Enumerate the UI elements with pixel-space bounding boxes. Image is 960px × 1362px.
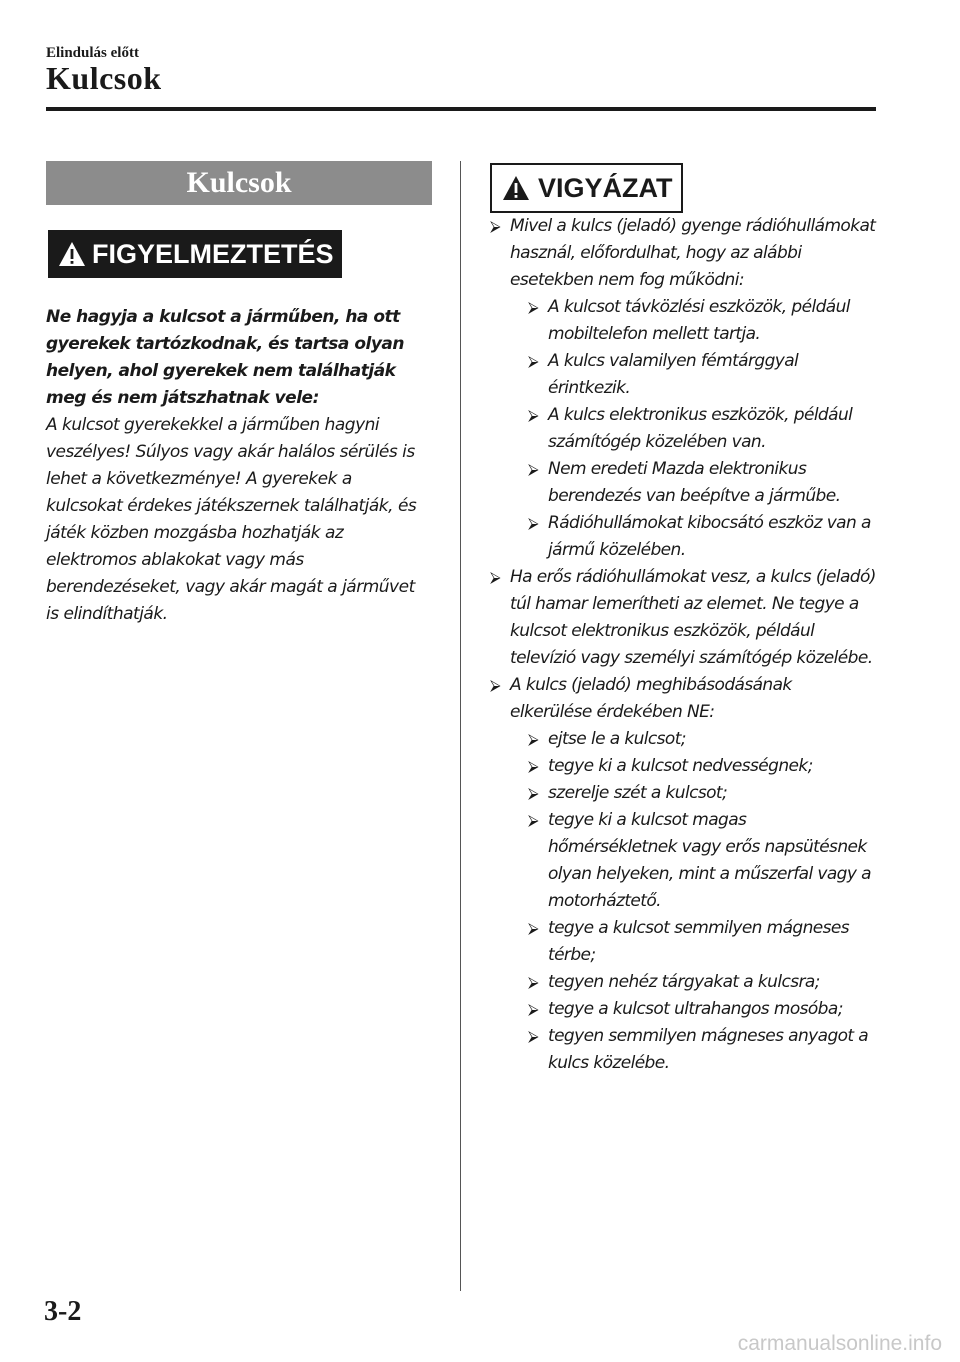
caution-sublist xyxy=(510,294,876,564)
warning-triangle-icon xyxy=(58,241,86,267)
caution-item-text: Mivel a kulcs (jeladó) gyenge rádióhullámokat használ, előfordulhat, hogy az alábbi esetekben nem fog működni: xyxy=(510,216,876,290)
caution-subitem-text: tegye a kulcsot ultrahangos mosóba; xyxy=(548,999,843,1019)
arrow-bullet-icon: ⮚ xyxy=(490,568,501,586)
caution-item-text: Ha erős rádióhullámokat vesz, a kulcs (jeladó) túl hamar lemerítheti az elemet. Ne tegye a kulcsot elektronikus eszközök, például televízió vagy személyi számítógép közelébe. xyxy=(510,567,876,668)
caution-sublist xyxy=(510,726,876,1077)
arrow-bullet-icon: ⮚ xyxy=(528,298,539,316)
caution-subitem xyxy=(510,807,876,915)
arrow-bullet-icon: ⮚ xyxy=(528,406,539,424)
caution-subitem xyxy=(510,348,876,402)
column-divider xyxy=(460,161,461,1291)
arrow-bullet-icon: ⮚ xyxy=(528,919,539,937)
arrow-bullet-icon: ⮚ xyxy=(528,784,539,802)
header-rule xyxy=(46,107,876,111)
section-title: Kulcsok xyxy=(46,161,432,205)
caution-subitem xyxy=(510,510,876,564)
warning-body-text: A kulcsot gyerekekkel a járműben hagyni veszélyes! Súlyos vagy akár halálos sérülés is lehet a következménye! A gyerekek a kulcsokat érdekes játékszernek találhatják, és játék közben mozgásba hozhatják az elektromos ablakokat vagy más berendezéseket, vagy akár magát a járművet is elindíthatják. xyxy=(46,415,417,624)
caution-subitem-text: tegyen semmilyen mágneses anyagot a kulcs közelébe. xyxy=(548,1026,869,1073)
caution-item xyxy=(490,564,876,672)
warning-badge xyxy=(48,230,342,278)
caution-subitem-text: szerelje szét a kulcsot; xyxy=(548,783,728,803)
caution-label: VIGYÁZAT xyxy=(538,172,673,203)
caution-subitem xyxy=(510,1023,876,1077)
caution-badge xyxy=(490,163,683,213)
caution-subitem-text: A kulcs valamilyen fémtárggyal érintkezik. xyxy=(548,351,799,398)
arrow-bullet-icon: ⮚ xyxy=(528,352,539,370)
caution-subitem xyxy=(510,996,876,1023)
caution-subitem xyxy=(510,915,876,969)
caution-subitem-text: tegye a kulcsot semmilyen mágneses térbe; xyxy=(548,918,850,965)
caution-subitem-text: A kulcsot távközlési eszközök, például mobiltelefon mellett tartja. xyxy=(548,297,850,344)
caution-subitem xyxy=(510,969,876,996)
caution-subitem-text: A kulcs elektronikus eszközök, például számítógép közelében van. xyxy=(548,405,853,452)
caution-subitem-text: tegye ki a kulcsot magas hőmérsékletnek vagy erős napsütésnek olyan helyeken, mint a műszerfal vagy a motorháztető. xyxy=(548,810,871,911)
arrow-bullet-icon: ⮚ xyxy=(528,1000,539,1018)
page-title: Kulcsok xyxy=(46,60,162,96)
caution-subitem-text: tegyen nehéz tárgyakat a kulcsra; xyxy=(548,972,820,992)
caution-subitem-text: Nem eredeti Mazda elektronikus berendezés van beépítve a járműbe. xyxy=(548,459,841,506)
caution-item-text: A kulcs (jeladó) meghibásodásának elkerülése érdekében NE: xyxy=(510,675,792,722)
arrow-bullet-icon: ⮚ xyxy=(528,1027,539,1045)
caution-item xyxy=(490,672,876,1077)
caution-subitem xyxy=(510,753,876,780)
caution-item xyxy=(490,213,876,564)
caution-subitem xyxy=(510,780,876,807)
arrow-bullet-icon: ⮚ xyxy=(528,730,539,748)
arrow-bullet-icon: ⮚ xyxy=(528,460,539,478)
warning-text xyxy=(46,304,432,628)
warning-label: FIGYELMEZTETÉS xyxy=(92,238,334,269)
breadcrumb: Elindulás előtt xyxy=(46,45,139,61)
watermark: carmanualsonline.info xyxy=(737,1332,942,1355)
page-number: 3-2 xyxy=(44,1296,82,1327)
caution-triangle-icon xyxy=(502,175,530,201)
arrow-bullet-icon: ⮚ xyxy=(490,676,501,694)
caution-subitem xyxy=(510,456,876,510)
warning-bold-text: Ne hagyja a kulcsot a járműben, ha ott gyerekek tartózkodnak, és tartsa olyan helyen, ahol gyerekek nem találhatják meg és nem játszhatnak vele: xyxy=(46,307,404,408)
caution-subitem xyxy=(510,294,876,348)
arrow-bullet-icon: ⮚ xyxy=(528,811,539,829)
caution-subitem xyxy=(510,402,876,456)
arrow-bullet-icon: ⮚ xyxy=(490,217,501,235)
caution-subitem-text: tegye ki a kulcsot nedvességnek; xyxy=(548,756,813,776)
caution-subitem-text: Rádióhullámokat kibocsátó eszköz van a jármű közelében. xyxy=(548,513,871,560)
right-column xyxy=(490,163,876,1077)
arrow-bullet-icon: ⮚ xyxy=(528,757,539,775)
caution-subitem-text: ejtse le a kulcsot; xyxy=(548,729,686,749)
caution-list xyxy=(490,213,876,1077)
left-column xyxy=(46,161,432,628)
caution-subitem xyxy=(510,726,876,753)
arrow-bullet-icon: ⮚ xyxy=(528,973,539,991)
arrow-bullet-icon: ⮚ xyxy=(528,514,539,532)
